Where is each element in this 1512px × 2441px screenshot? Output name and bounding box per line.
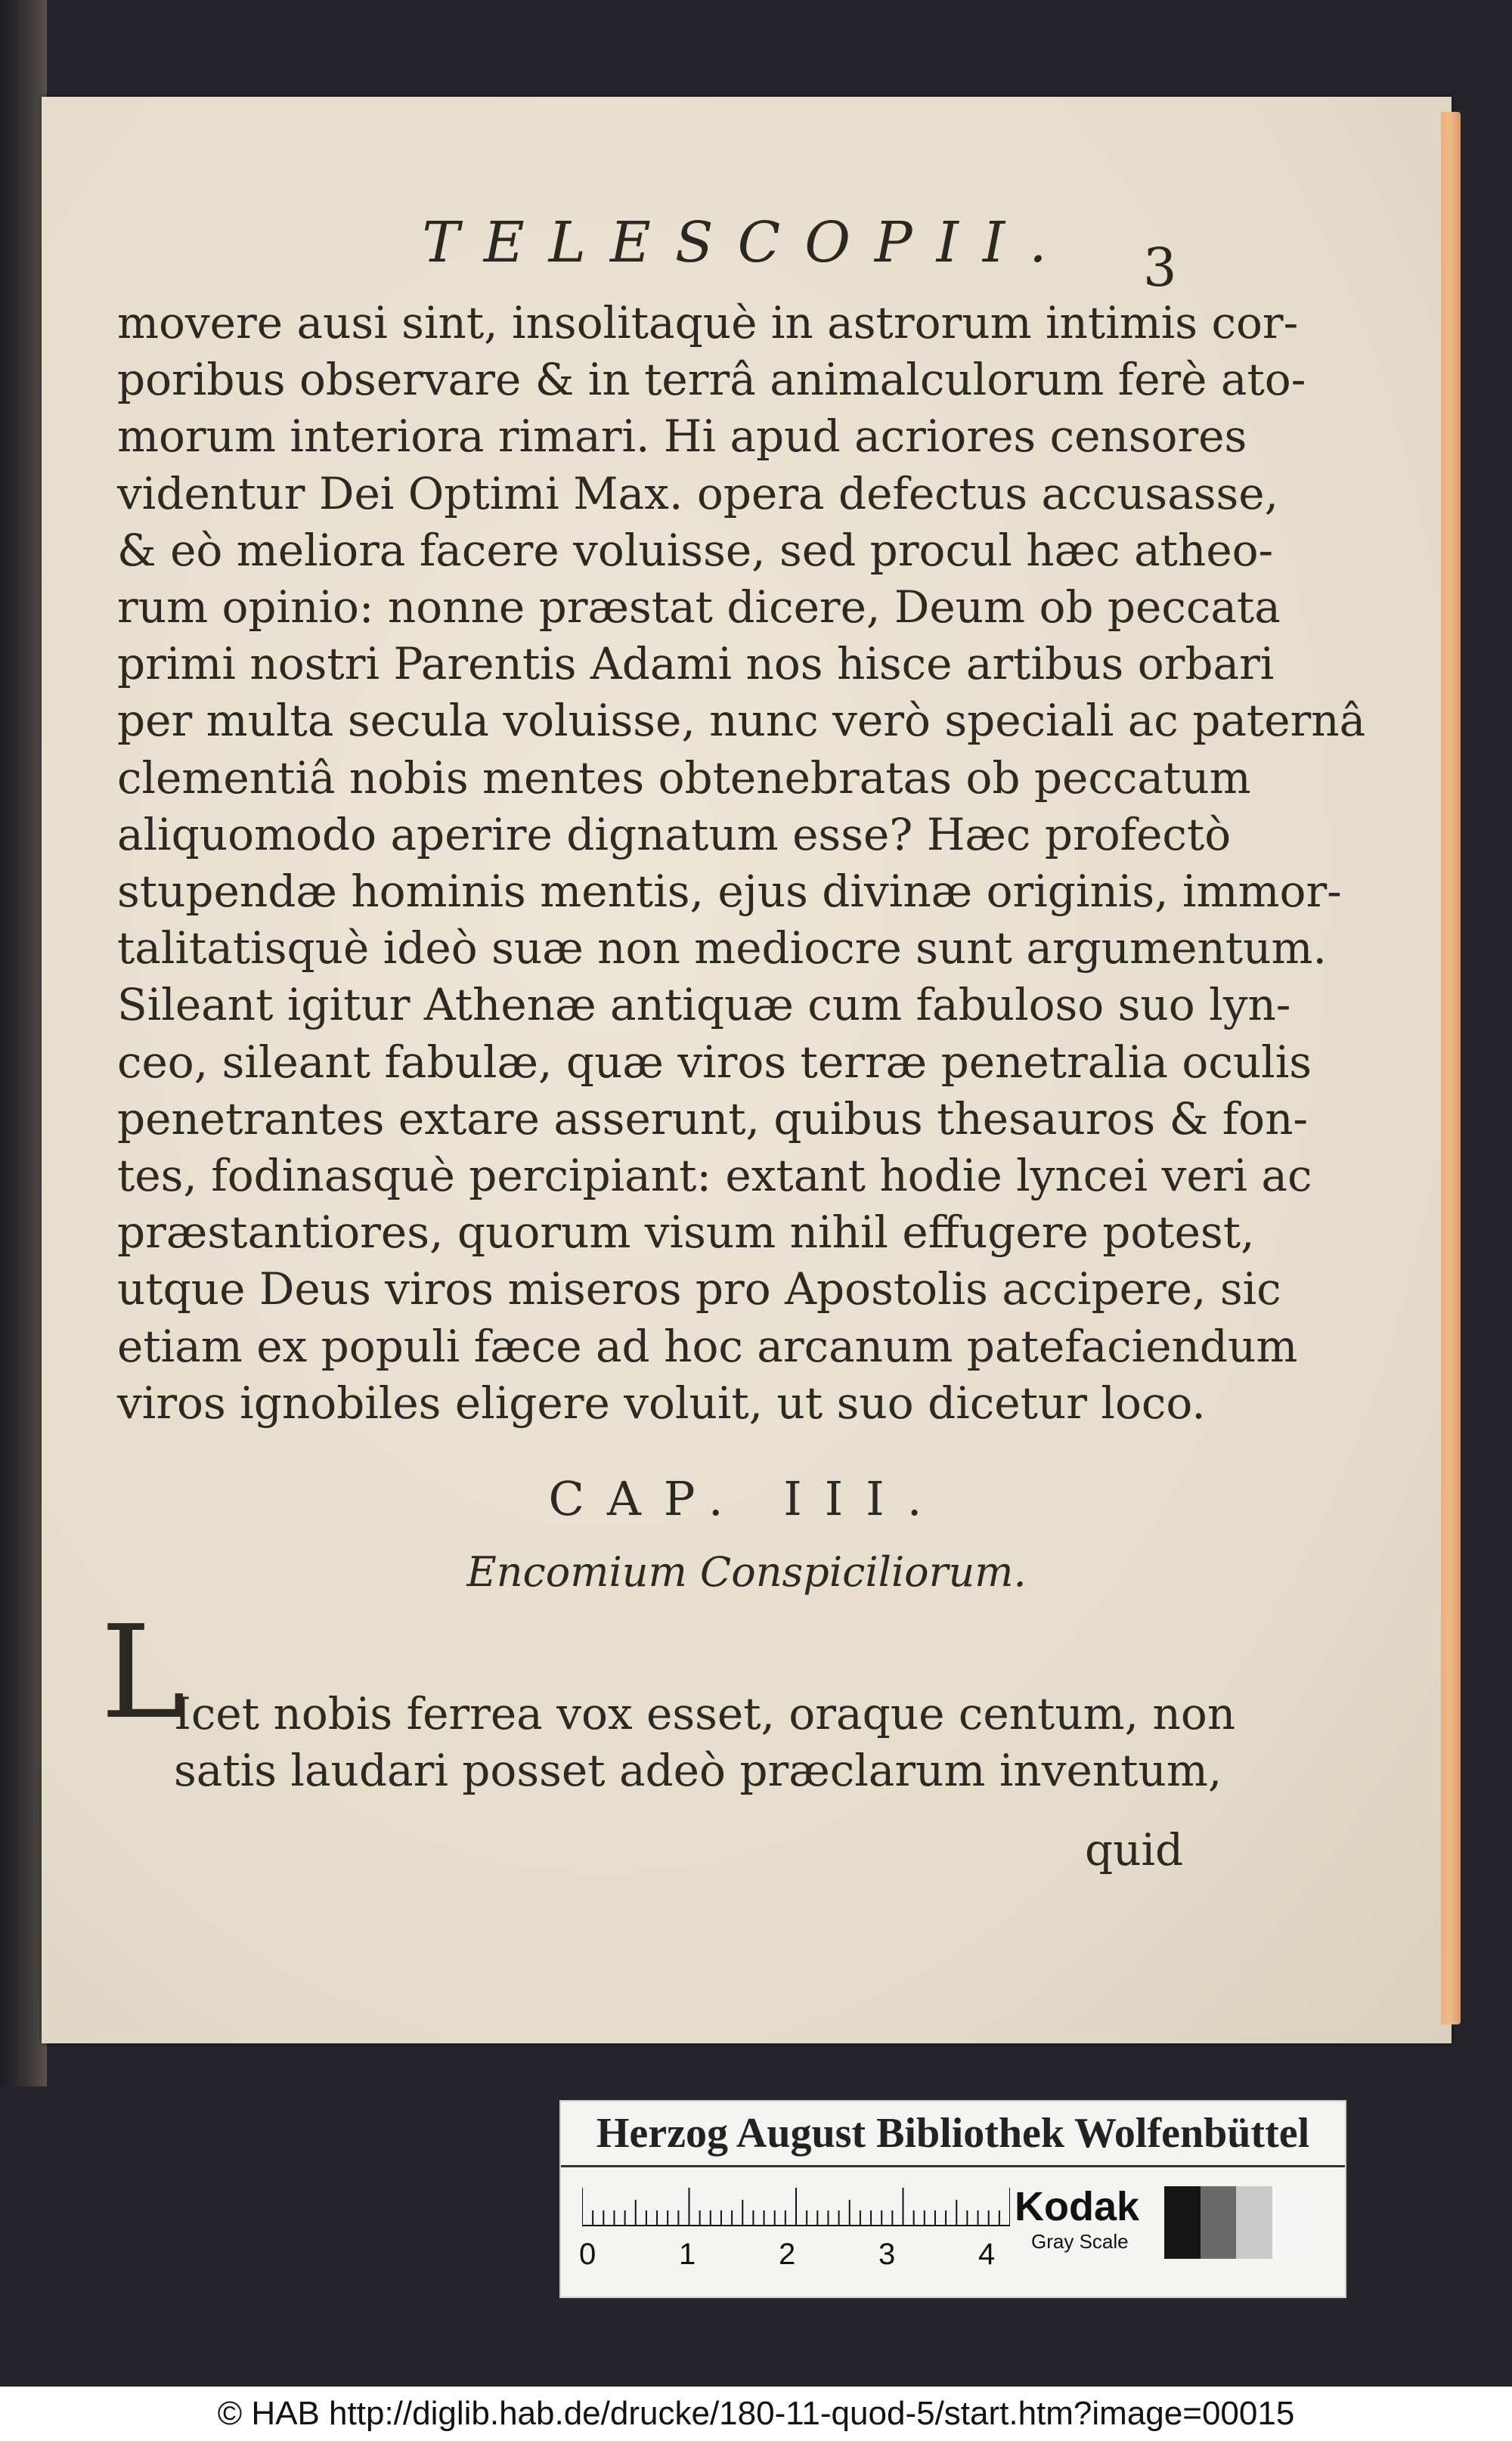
text-line: videntur Dei Optimi Max. opera defectus accusasse, bbox=[117, 467, 1279, 519]
book-page bbox=[42, 97, 1452, 2043]
chapter-text bbox=[174, 1686, 1236, 1799]
drop-cap: L bbox=[101, 1598, 186, 1748]
ruler-number: 3 bbox=[878, 2238, 896, 2271]
text-line: morum interiora rimari. Hi apud acriores censores bbox=[117, 410, 1247, 463]
text-line: satis laudari posset adeò præclarum inventum, bbox=[174, 1745, 1222, 1797]
library-name: Herzog August Bibliothek Wolfenbüttel bbox=[561, 2102, 1345, 2167]
ruler-number: 0 bbox=[579, 2238, 596, 2271]
text-line: præstantiores, quorum visum nihil effugere potest, bbox=[117, 1207, 1255, 1259]
page-number: 3 bbox=[1143, 237, 1177, 299]
gray-scale-label: Gray Scale bbox=[1031, 2230, 1129, 2253]
swatch-white bbox=[1272, 2186, 1309, 2259]
ruler-number: 4 bbox=[978, 2238, 996, 2271]
text-line: utque Deus viros miseros pro Apostolis accipere, sic bbox=[117, 1263, 1281, 1315]
text-line: penetrantes extare asserunt, quibus thesauros & fon- bbox=[117, 1092, 1309, 1145]
text-line: Sileant igitur Athenæ antiquæ cum fabuloso suo lyn- bbox=[117, 979, 1291, 1031]
text-line: movere ausi sint, insolitaquè in astrorum intimis cor- bbox=[117, 297, 1299, 348]
footer-bar bbox=[0, 2387, 1512, 2441]
kodak-logo: Kodak bbox=[1015, 2184, 1140, 2229]
text-line: & eò meliora facere voluisse, sed procul hæc atheo- bbox=[117, 524, 1274, 576]
text-line: ceo, sileant fabulæ, quæ viros terræ penetralia oculis bbox=[117, 1036, 1312, 1088]
text-line: tes, fodinasquè percipiant: extant hodie lyncei veri ac bbox=[117, 1150, 1312, 1202]
ruler-number: 1 bbox=[679, 2238, 696, 2271]
text-line: Icet nobis ferrea vox esset, oraque centum, non bbox=[174, 1688, 1236, 1739]
text-line: stupendæ hominis mentis, ejus divinæ originis, immor- bbox=[117, 866, 1342, 918]
text-line: viros ignobiles eligere voluit, ut suo dicetur loco. bbox=[117, 1377, 1206, 1429]
chapter-subtitle: Encomium Conspiciliorum. bbox=[466, 1548, 1027, 1596]
color-scale-card bbox=[559, 2100, 1346, 2298]
text-line: poribus observare & in terrâ animalculorum ferè ato- bbox=[117, 354, 1306, 406]
book-gutter-background bbox=[0, 0, 47, 2086]
ruler-numbers bbox=[579, 2238, 1033, 2283]
body-text bbox=[117, 295, 1366, 1432]
catchword: quid bbox=[1085, 1824, 1184, 1876]
text-line: rum opinio: nonne præstat dicere, Deum ob peccata bbox=[117, 581, 1281, 633]
chapter-title: CAP. III. bbox=[548, 1471, 945, 1526]
source-link[interactable]: http://diglib.hab.de/drucke/180-11-quod-5/start.htm?image=00015 bbox=[329, 2395, 1295, 2432]
swatch-light-gray bbox=[1236, 2186, 1272, 2259]
ruler-number: 2 bbox=[779, 2238, 796, 2271]
swatch-dark-gray bbox=[1201, 2186, 1237, 2259]
page-edge bbox=[1441, 112, 1461, 2024]
text-line: clementiâ nobis mentes obtenebratas ob peccatum bbox=[117, 751, 1251, 804]
text-line: etiam ex populi fæce ad hoc arcanum patefaciendum bbox=[117, 1320, 1298, 1372]
text-line: talitatisquè ideò suæ non mediocre sunt argumentum. bbox=[117, 922, 1327, 974]
text-line: per multa secula voluisse, nunc verò speciali ac paternâ bbox=[117, 695, 1366, 747]
text-line: aliquomodo aperire dignatum esse? Hæc profectò bbox=[117, 808, 1232, 860]
running-head: TELESCOPII. bbox=[422, 210, 1071, 275]
copyright-text: © HAB bbox=[217, 2395, 320, 2432]
gray-scale-swatches bbox=[1164, 2186, 1308, 2259]
ruler-icon bbox=[582, 2186, 1010, 2229]
text-line: primi nostri Parentis Adami nos hisce artibus orbari bbox=[117, 638, 1275, 690]
swatch-black bbox=[1164, 2186, 1201, 2259]
